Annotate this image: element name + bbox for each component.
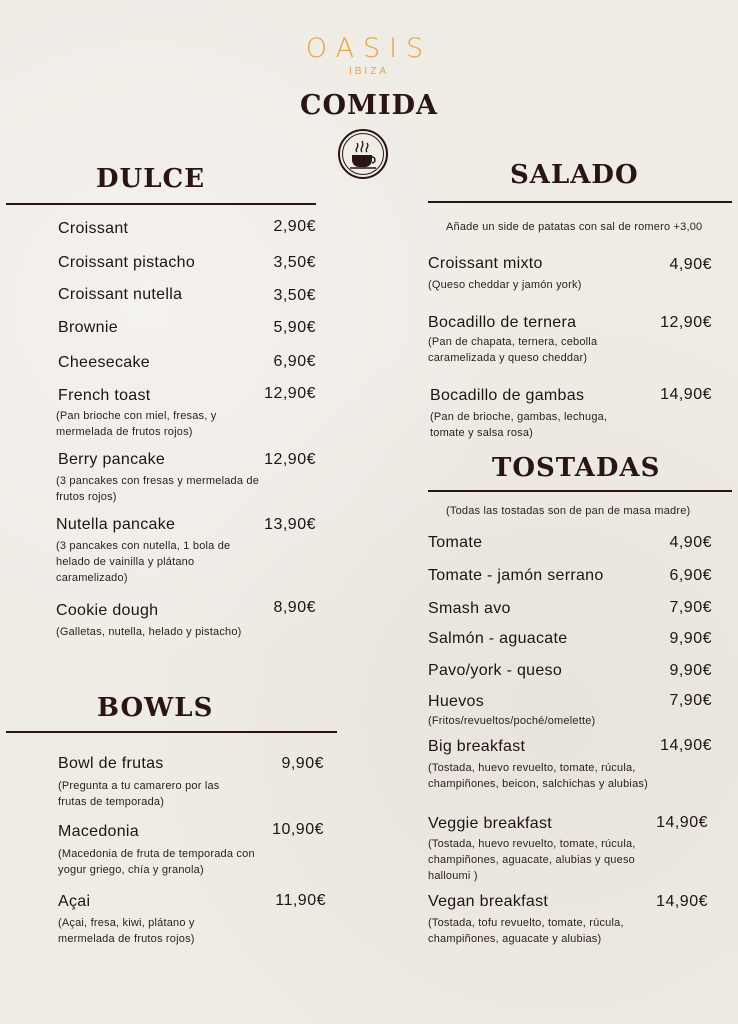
menu-item-price: 12,90€	[264, 385, 316, 402]
menu-item-price: 4,90€	[669, 534, 712, 551]
menu-item-price: 14,90€	[660, 386, 712, 403]
section-note: Añade un side de patatas con sal de romero +3,00	[446, 221, 703, 233]
menu-item-name: Tomate - jamón serrano	[428, 567, 604, 584]
section-title-salado: SALADO	[510, 160, 639, 190]
menu-item-description: (Fritos/revueltos/poché/omelette)	[428, 715, 596, 727]
menu-item-name: Cookie dough	[56, 602, 159, 619]
menu-item-name: Croissant nutella	[58, 286, 183, 303]
menu-item-name: Nutella pancake	[56, 516, 176, 533]
menu-item-price: 2,90€	[273, 218, 316, 235]
menu-item-price: 14,90€	[660, 737, 712, 754]
menu-item-description: (3 pancakes con fresas y mermelada de frutos rojos)	[56, 475, 260, 503]
menu-item-name: Croissant mixto	[428, 255, 543, 272]
menu-item-price: 13,90€	[264, 516, 316, 533]
brand-location: IBIZA	[348, 66, 389, 77]
menu-item-name: Huevos	[428, 693, 485, 710]
menu-item-name: Brownie	[58, 319, 118, 336]
menu-item-name: Vegan breakfast	[428, 893, 549, 910]
menu-item-name: Smash avo	[428, 600, 511, 617]
menu-item-price: 9,90€	[281, 755, 324, 772]
menu-item-description: (3 pancakes con nutella, 1 bola de helado de vainilla y plátano caramelizado)	[56, 540, 231, 584]
menu-item-description: (Pan de chapata, ternera, cebolla caramelizada y queso cheddar)	[428, 336, 598, 364]
menu-item-description: (Tostada, tofu revuelto, tomate, rúcula, champiñones, aguacate y alubias)	[428, 917, 624, 945]
menu-item-description: (Pan de brioche, gambas, lechuga, tomate y salsa rosa)	[430, 411, 608, 439]
menu-item-price: 11,90€	[275, 892, 326, 909]
menu-item-description: (Macedonia de fruta de temporada con yogur griego, chía y granola)	[58, 848, 255, 876]
menu-item-price: 8,90€	[273, 599, 316, 616]
menu-item-price: 12,90€	[264, 451, 316, 468]
menu-item-price: 5,90€	[273, 319, 316, 336]
section-divider	[6, 203, 316, 205]
menu-item-name: Macedonia	[58, 823, 139, 840]
section-title-dulce: DULCE	[96, 164, 206, 194]
menu-item-name: Big breakfast	[428, 738, 526, 755]
menu-item-name: Açai	[58, 893, 91, 910]
menu-item-name: Tomate	[428, 534, 483, 551]
menu-item-name: Bowl de frutas	[58, 755, 164, 772]
menu-item-price: 9,90€	[669, 662, 712, 679]
menu-item-description: (Tostada, huevo revuelto, tomate, rúcula, champiñones, beicon, salchichas y alubias)	[428, 762, 648, 790]
menu-item-price: 14,90€	[656, 893, 708, 910]
section-title-tostadas: TOSTADAS	[492, 453, 661, 483]
menu-item-name: Salmón - aguacate	[428, 630, 568, 647]
section-divider	[428, 490, 732, 492]
menu-item-name: Croissant	[58, 220, 129, 237]
menu-item-description: (Tostada, huevo revuelto, tomate, rúcula, champiñones, aguacate, alubias y queso halloumi )	[428, 838, 636, 882]
menu-item-price: 9,90€	[669, 630, 712, 647]
menu-item-price: 3,50€	[273, 287, 316, 304]
brand-logo: OASIS	[305, 33, 433, 64]
menu-item-price: 12,90€	[660, 314, 712, 331]
menu-item-name: Bocadillo de gambas	[430, 387, 585, 404]
menu-item-price: 4,90€	[669, 256, 712, 273]
menu-item-description: (Pregunta a tu camarero por las frutas de temporada)	[58, 780, 220, 808]
menu-item-price: 10,90€	[272, 821, 324, 838]
menu-item-description: (Queso cheddar y jamón york)	[428, 279, 582, 291]
menu-item-price: 6,90€	[273, 353, 316, 370]
section-title-bowls: BOWLS	[97, 693, 214, 723]
section-divider	[428, 201, 732, 203]
menu-item-name: French toast	[58, 387, 151, 404]
menu-item-name: Veggie breakfast	[428, 815, 552, 832]
menu-item-description: (Galletas, nutella, helado y pistacho)	[56, 626, 242, 638]
menu-item-name: Croissant pistacho	[58, 254, 196, 271]
menu-item-name: Cheesecake	[58, 354, 150, 371]
section-note: (Todas las tostadas son de pan de masa madre)	[446, 505, 691, 517]
menu-item-price: 7,90€	[669, 599, 712, 616]
menu-item-name: Bocadillo de ternera	[428, 314, 577, 331]
menu-item-description: (Açai, fresa, kiwi, plátano y mermelada de frutos rojos)	[58, 917, 195, 945]
menu-item-price: 7,90€	[669, 692, 712, 709]
menu-item-name: Berry pancake	[58, 451, 166, 468]
menu-item-price: 6,90€	[669, 567, 712, 584]
coffee-cup-icon	[337, 128, 389, 180]
section-divider	[6, 731, 337, 733]
menu-item-price: 3,50€	[273, 254, 316, 271]
menu-item-price: 14,90€	[656, 814, 708, 831]
page-title: COMIDA	[300, 90, 438, 121]
menu-item-description: (Pan brioche con miel, fresas, y mermelada de frutos rojos)	[56, 410, 217, 438]
menu-item-name: Pavo/york - queso	[428, 662, 563, 679]
